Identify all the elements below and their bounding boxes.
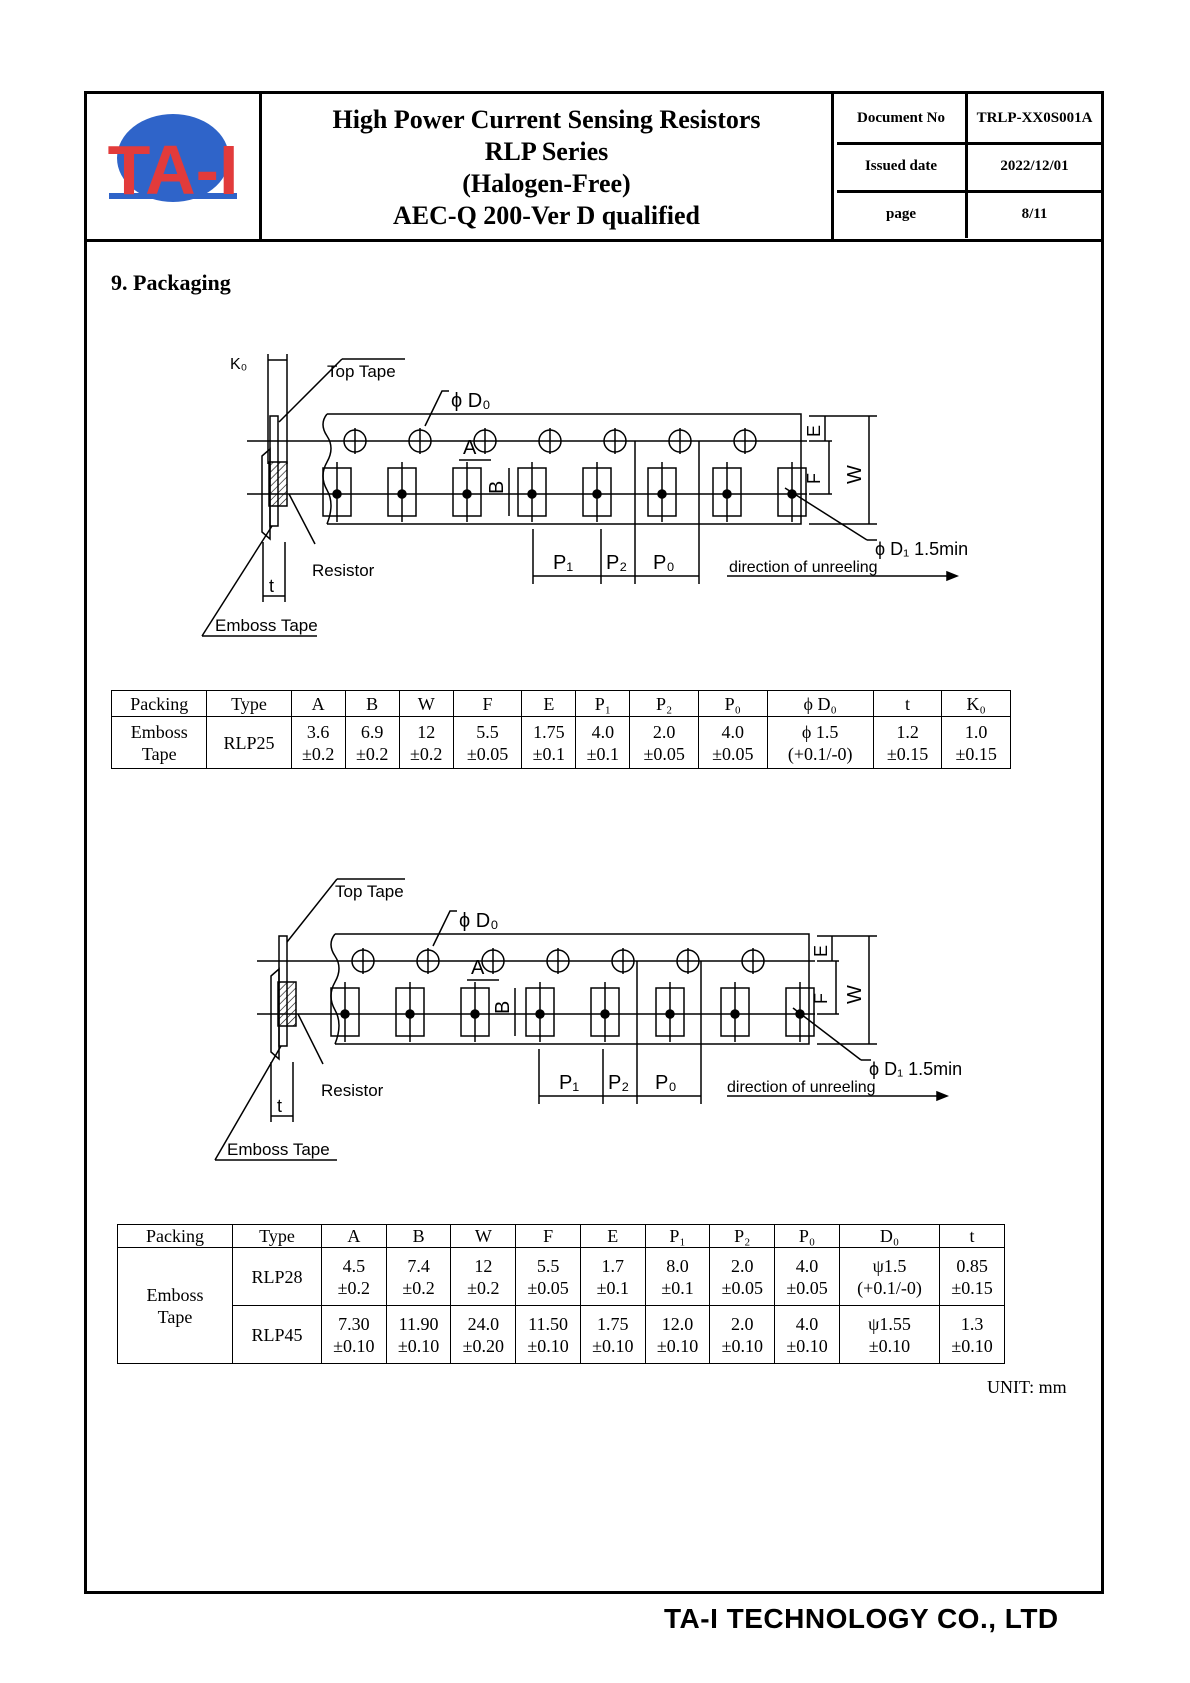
table-header-cell: F — [453, 691, 522, 717]
table-row — [118, 1248, 1005, 1306]
tolerance: ±0.15 — [886, 743, 929, 764]
tolerance: ±0.05 — [466, 743, 509, 764]
tolerance: ±0.05 — [527, 1277, 569, 1298]
value-cell — [580, 1248, 645, 1306]
value-cell — [645, 1306, 710, 1364]
tolerance: ±0.2 — [467, 1277, 500, 1298]
value-cell — [386, 1248, 451, 1306]
nominal: 12 — [417, 721, 436, 742]
nominal: 12 — [474, 1255, 493, 1276]
tolerance: ±0.10 — [333, 1335, 375, 1356]
value-cell — [322, 1306, 387, 1364]
nominal: 24.0 — [467, 1313, 500, 1334]
nominal: 7.4 — [407, 1255, 430, 1276]
side-resistor — [269, 462, 287, 506]
value-cell — [710, 1306, 775, 1364]
label-e: E — [811, 944, 831, 957]
document-title — [262, 94, 834, 239]
unit-note: UNIT: mm — [987, 1377, 1067, 1397]
tolerance: ±0.2 — [337, 1277, 371, 1298]
packing-line: Emboss — [130, 721, 188, 742]
side-resistor — [278, 982, 296, 1026]
packing-line: Tape — [157, 1306, 193, 1327]
tolerance: ±0.10 — [786, 1335, 828, 1356]
nominal: 4.0 — [795, 1313, 819, 1334]
nominal: 11.90 — [398, 1313, 439, 1334]
packing-cell — [118, 1248, 233, 1364]
table-header-cell: Type — [207, 691, 291, 717]
nominal: 1.75 — [597, 1313, 629, 1334]
component-pockets — [331, 982, 814, 1042]
tolerance: ±0.05 — [721, 1277, 763, 1298]
value-cell — [516, 1306, 581, 1364]
label-p0: P₀ — [655, 1072, 677, 1094]
tolerance: (+0.1/-0) — [787, 743, 853, 764]
nominal: 1.3 — [960, 1313, 984, 1334]
table-header-cell: P₁ — [645, 1225, 710, 1248]
label-emboss-tape: Emboss Tape — [227, 1140, 330, 1159]
table-header-cell: A — [322, 1225, 387, 1248]
value-cell — [767, 717, 873, 769]
label-b: B — [486, 480, 508, 494]
table-header-cell: Packing — [112, 691, 207, 717]
logo-cell — [87, 94, 262, 239]
tape-diagram-1 — [87, 344, 1101, 644]
label-a: A — [471, 957, 485, 979]
d1-leader — [793, 1008, 861, 1060]
table-header-cell: B — [386, 1225, 451, 1248]
table-header-cell: D₀ — [839, 1225, 939, 1248]
value-cell — [399, 717, 453, 769]
tolerance: ±0.10 — [721, 1335, 763, 1356]
component-pockets — [323, 462, 806, 522]
label-p1: P₁ — [553, 552, 574, 574]
table-header-cell: ϕ D₀ — [767, 691, 873, 717]
table-header-cell: P₂ — [710, 1225, 775, 1248]
value-cell — [291, 717, 345, 769]
meta-label: page — [837, 190, 968, 238]
nominal: 8.0 — [666, 1255, 689, 1276]
title-line-3: (Halogen-Free) — [462, 169, 631, 198]
value-cell — [453, 717, 522, 769]
label-d0: ϕ D₀ — [451, 390, 491, 412]
meta-label: Issued date — [837, 142, 968, 190]
resistor-leader — [289, 494, 315, 544]
label-top-tape: Top Tape — [327, 362, 396, 381]
tolerance: ±0.1 — [586, 743, 620, 764]
nominal: 2.0 — [731, 1255, 754, 1276]
label-d1: ϕ D₁ 1.5min — [875, 539, 969, 559]
label-f: F — [811, 993, 831, 1004]
type-cell: RLP28 — [233, 1248, 322, 1306]
value-cell — [322, 1248, 387, 1306]
top-tape-leader — [287, 879, 337, 942]
label-p2: P₂ — [608, 1072, 630, 1094]
label-emboss-tape: Emboss Tape — [215, 616, 318, 635]
section-title: 9. Packaging — [111, 270, 231, 295]
value-cell — [698, 717, 767, 769]
table-header-cell: P₀ — [775, 1225, 840, 1248]
tolerance: ±0.2 — [410, 743, 443, 764]
label-direction: direction of unreeling — [727, 1079, 876, 1096]
company-logo — [87, 94, 259, 239]
type-cell: RLP25 — [207, 717, 291, 769]
meta-row-page — [837, 190, 1101, 238]
value-cell — [580, 1306, 645, 1364]
nominal: 5.5 — [536, 1255, 560, 1276]
tolerance: ±0.10 — [397, 1335, 440, 1356]
tolerance: ±0.10 — [656, 1335, 699, 1356]
table-header-row — [118, 1225, 1005, 1248]
packing-line: Tape — [141, 743, 177, 764]
resistor-leader — [298, 1014, 323, 1064]
nominal: 2.0 — [652, 721, 676, 742]
nominal: 7.30 — [338, 1313, 370, 1334]
tolerance: ±0.20 — [462, 1335, 505, 1356]
value-cell — [576, 717, 630, 769]
nominal: ψ1.5 — [872, 1255, 907, 1276]
table-header-cell: P₁ — [576, 691, 630, 717]
label-e: E — [804, 424, 824, 437]
label-t: t — [269, 576, 275, 596]
value-cell — [942, 717, 1011, 769]
tolerance: ±0.10 — [527, 1335, 569, 1356]
label-resistor: Resistor — [321, 1081, 384, 1100]
table-header-cell: F — [516, 1225, 581, 1248]
type-cell: RLP45 — [233, 1306, 322, 1364]
page-frame — [84, 91, 1104, 1594]
table-row — [112, 717, 1011, 769]
nominal: 11.50 — [528, 1313, 568, 1334]
nominal: 1.0 — [964, 721, 988, 742]
table-header-cell: E — [522, 691, 576, 717]
label-a: A — [463, 437, 477, 459]
tape-diagram-2 — [87, 864, 1101, 1164]
table-header-cell: Packing — [118, 1225, 233, 1248]
table-header-cell: E — [580, 1225, 645, 1248]
value-cell — [345, 717, 399, 769]
nominal: 3.6 — [306, 721, 330, 742]
tolerance: ±0.2 — [301, 743, 335, 764]
label-w: W — [844, 985, 866, 1004]
meta-value: 2022/12/01 — [1000, 157, 1069, 174]
value-cell — [451, 1248, 516, 1306]
tolerance: (+0.1/-0) — [857, 1277, 922, 1298]
nominal: 0.85 — [956, 1255, 988, 1276]
logo-text: TA-I — [107, 131, 239, 209]
tolerance: ±0.15 — [955, 743, 997, 764]
value-cell — [873, 717, 942, 769]
label-f: F — [804, 473, 824, 484]
d0-leader — [433, 911, 457, 946]
tolerance: ±0.10 — [592, 1335, 634, 1356]
value-cell — [839, 1248, 939, 1306]
nominal: 4.5 — [342, 1255, 366, 1276]
label-direction: direction of unreeling — [729, 559, 878, 576]
d1-leader — [785, 488, 867, 540]
value-cell — [775, 1248, 840, 1306]
table-header-cell: W — [399, 691, 453, 717]
tolerance: ±0.05 — [643, 743, 685, 764]
value-cell — [522, 717, 576, 769]
meta-value: TRLP-XX0S001A — [976, 109, 1093, 126]
nominal: 4.0 — [795, 1255, 819, 1276]
title-line-4: AEC-Q 200-Ver D qualified — [393, 201, 700, 230]
label-t: t — [277, 1096, 283, 1116]
value-cell — [940, 1248, 1005, 1306]
value-cell — [839, 1306, 939, 1364]
tolerance: ±0.1 — [532, 743, 566, 764]
label-d0: ϕ D₀ — [459, 910, 499, 932]
d0-leader — [425, 391, 449, 426]
packing-line: Emboss — [146, 1284, 204, 1305]
spec-table-1 — [111, 690, 1011, 769]
label-resistor: Resistor — [312, 561, 375, 580]
table-header-cell: W — [451, 1225, 516, 1248]
table-header-cell: B — [345, 691, 399, 717]
tape-body — [335, 934, 809, 1044]
nominal: 1.75 — [533, 721, 565, 742]
spec-table-2 — [117, 1224, 1005, 1364]
nominal: ψ1.55 — [868, 1313, 911, 1334]
company-footer: TA-I TECHNOLOGY CO., LTD — [664, 1603, 1059, 1634]
label-p1: P₁ — [559, 1072, 580, 1094]
tolerance: ±0.2 — [402, 1277, 435, 1298]
meta-row-issued-date — [837, 142, 1101, 193]
value-cell — [630, 717, 699, 769]
tolerance: ±0.10 — [868, 1335, 911, 1356]
packing-cell — [112, 717, 207, 769]
nominal: 1.7 — [601, 1255, 625, 1276]
document-meta — [837, 94, 1101, 239]
label-w: W — [844, 465, 866, 484]
label-p0: P₀ — [653, 552, 675, 574]
nominal: ϕ 1.5 — [801, 721, 839, 742]
table-header-cell: K₀ — [942, 691, 1011, 717]
value-cell — [451, 1306, 516, 1364]
label-d1: ϕ D₁ 1.5min — [869, 1059, 963, 1079]
tolerance: ±0.1 — [596, 1277, 629, 1298]
value-cell — [775, 1306, 840, 1364]
tolerance: ±0.2 — [355, 743, 389, 764]
nominal: 4.0 — [721, 721, 745, 742]
nominal: 1.2 — [896, 721, 919, 742]
nominal: 6.9 — [360, 721, 384, 742]
table-header-cell: P₂ — [630, 691, 699, 717]
value-cell — [386, 1306, 451, 1364]
tape-body — [327, 414, 801, 524]
document-header — [87, 94, 1101, 242]
table-row — [118, 1306, 1005, 1364]
tolerance: ±0.05 — [712, 743, 754, 764]
value-cell — [645, 1248, 710, 1306]
nominal: 2.0 — [731, 1313, 754, 1334]
nominal: 12.0 — [661, 1313, 694, 1334]
table-header-cell: t — [940, 1225, 1005, 1248]
table-header-row — [112, 691, 1011, 717]
nominal: 4.0 — [591, 721, 615, 742]
tolerance: ±0.1 — [661, 1277, 694, 1298]
meta-value: 8/11 — [1021, 205, 1048, 222]
table-header-cell: t — [873, 691, 942, 717]
nominal: 5.5 — [476, 721, 499, 742]
title-line-2: RLP Series — [484, 137, 609, 166]
label-top-tape: Top Tape — [335, 882, 404, 901]
value-cell — [940, 1306, 1005, 1364]
label-p2: P₂ — [606, 552, 628, 574]
tolerance: ±0.15 — [951, 1277, 993, 1298]
label-k0: K₀ — [230, 356, 248, 373]
meta-label: Document No — [837, 94, 968, 142]
table-header-cell: A — [291, 691, 345, 717]
value-cell — [710, 1248, 775, 1306]
value-cell — [516, 1248, 581, 1306]
label-b: B — [492, 1000, 514, 1014]
tolerance: ±0.05 — [786, 1277, 828, 1298]
meta-row-doc-no — [837, 94, 1101, 145]
title-line-1: High Power Current Sensing Resistors — [332, 105, 761, 134]
table-header-cell: Type — [233, 1225, 322, 1248]
table-header-cell: P₀ — [698, 691, 767, 717]
tolerance: ±0.10 — [951, 1335, 993, 1356]
